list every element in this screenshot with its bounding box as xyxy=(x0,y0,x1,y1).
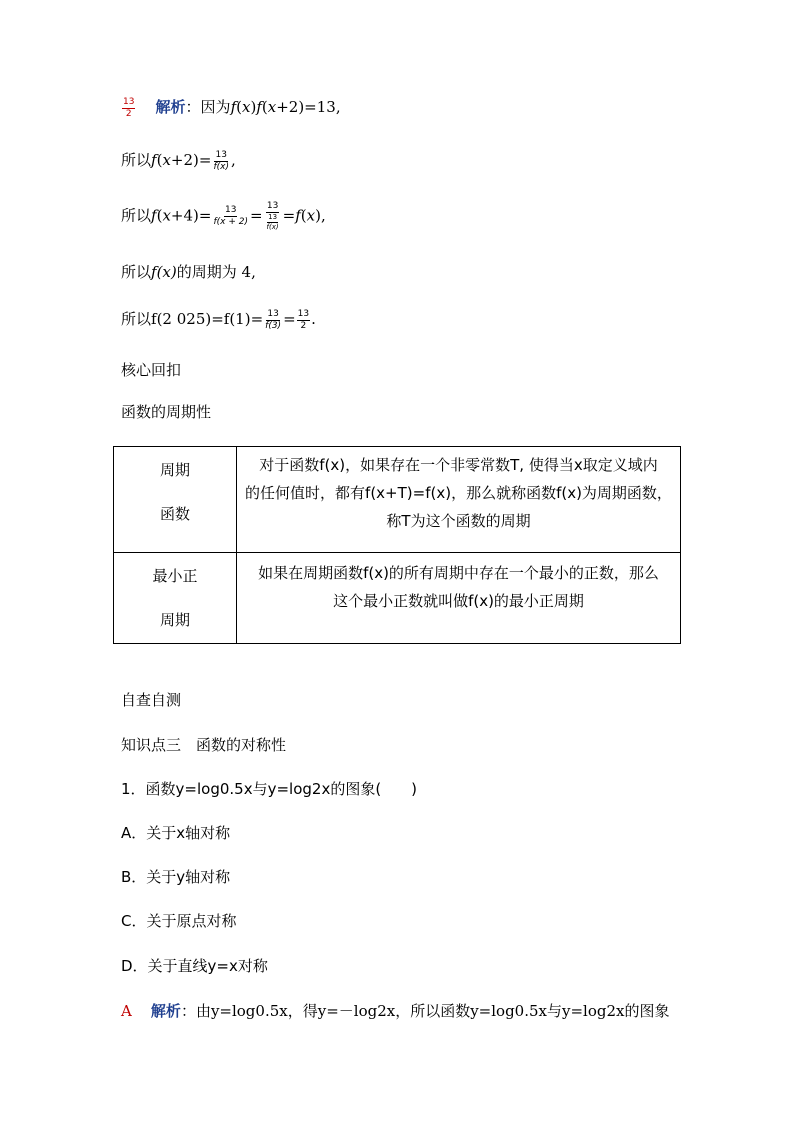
section-heading: 知识点三 函数的对称性 xyxy=(121,736,287,754)
term-cell: 周期 函数 xyxy=(114,447,237,553)
table-row xyxy=(114,447,681,553)
fraction: $\frac{13}{f(x)}$ xyxy=(213,149,229,172)
nested-fraction: $\frac{13}{\frac{13}{f(x)}}$ xyxy=(266,201,279,231)
final-answer-line xyxy=(121,1001,669,1021)
definition-table xyxy=(113,446,681,644)
derivation-step-1: 所以f(x+2)= $\frac{13}{f(x)}$ , xyxy=(121,149,236,172)
analysis-text: ：由y=log0.5x，得y=－log2x，所以函数y=log0.5x与y=log2x的图象 xyxy=(180,1002,670,1020)
self-test-heading: 自查自测 xyxy=(121,691,182,709)
table-row xyxy=(114,553,681,644)
fraction: $\frac{13}{f(3)}$ xyxy=(265,308,282,331)
description-cell: 如果在周期函数f(x)的所有周期中存在一个最小的正数，那么 这个最小正数就叫做f(x)的最小正周期 xyxy=(237,553,681,644)
term-cell: 最小正 周期 xyxy=(114,553,237,644)
question-text: 1．函数y=log0.5x与y=log2x的图象( ) xyxy=(121,780,418,798)
analysis-label: 解析 xyxy=(155,98,186,116)
review-heading: 核心回扣 xyxy=(121,361,182,379)
option-c[interactable]: C．关于原点对称 xyxy=(121,912,237,930)
answer-line: $\frac{13}{2}$ 解析：因为f(x)f(x+2)=13, xyxy=(123,96,341,119)
derivation-step-2: 所以f(x+4)= $\frac{13}{f(x + 2)}$ = $\frac{13}{\frac{13}{f(x)}}$ =f(x), xyxy=(121,201,326,231)
review-subheading: 函数的周期性 xyxy=(121,403,212,421)
analysis-label: 解析 xyxy=(150,1002,181,1020)
equation-product: f xyxy=(230,98,237,116)
option-b[interactable]: B．关于y轴对称 xyxy=(121,868,231,886)
option-a[interactable]: A．关于x轴对称 xyxy=(121,824,231,842)
option-d[interactable]: D．关于直线y=x对称 xyxy=(121,957,268,975)
derivation-step-3: 所以f(x)的周期为 4, xyxy=(121,263,256,281)
analysis-text: ：因为 xyxy=(185,98,231,116)
fraction: $\frac{13}{f(x + 2)}$ xyxy=(213,205,248,227)
description-cell: 对于函数f(x)，如果存在一个非零常数T, 使得当x取定义域内 的任何值时，都有f(x+T)=f(x)，那么就称函数f(x)为周期函数， 称T为这个函数的周期 xyxy=(237,447,681,553)
fraction: $\frac{13}{2}$ xyxy=(297,308,310,331)
answer-letter: A xyxy=(121,1002,132,1020)
answer-fraction: $\frac{13}{2}$ xyxy=(123,96,135,119)
derivation-step-4: 所以f(2 025)=f(1)= $\frac{13}{f(3)}$ = $\frac{13}{2}$ . xyxy=(121,308,316,331)
